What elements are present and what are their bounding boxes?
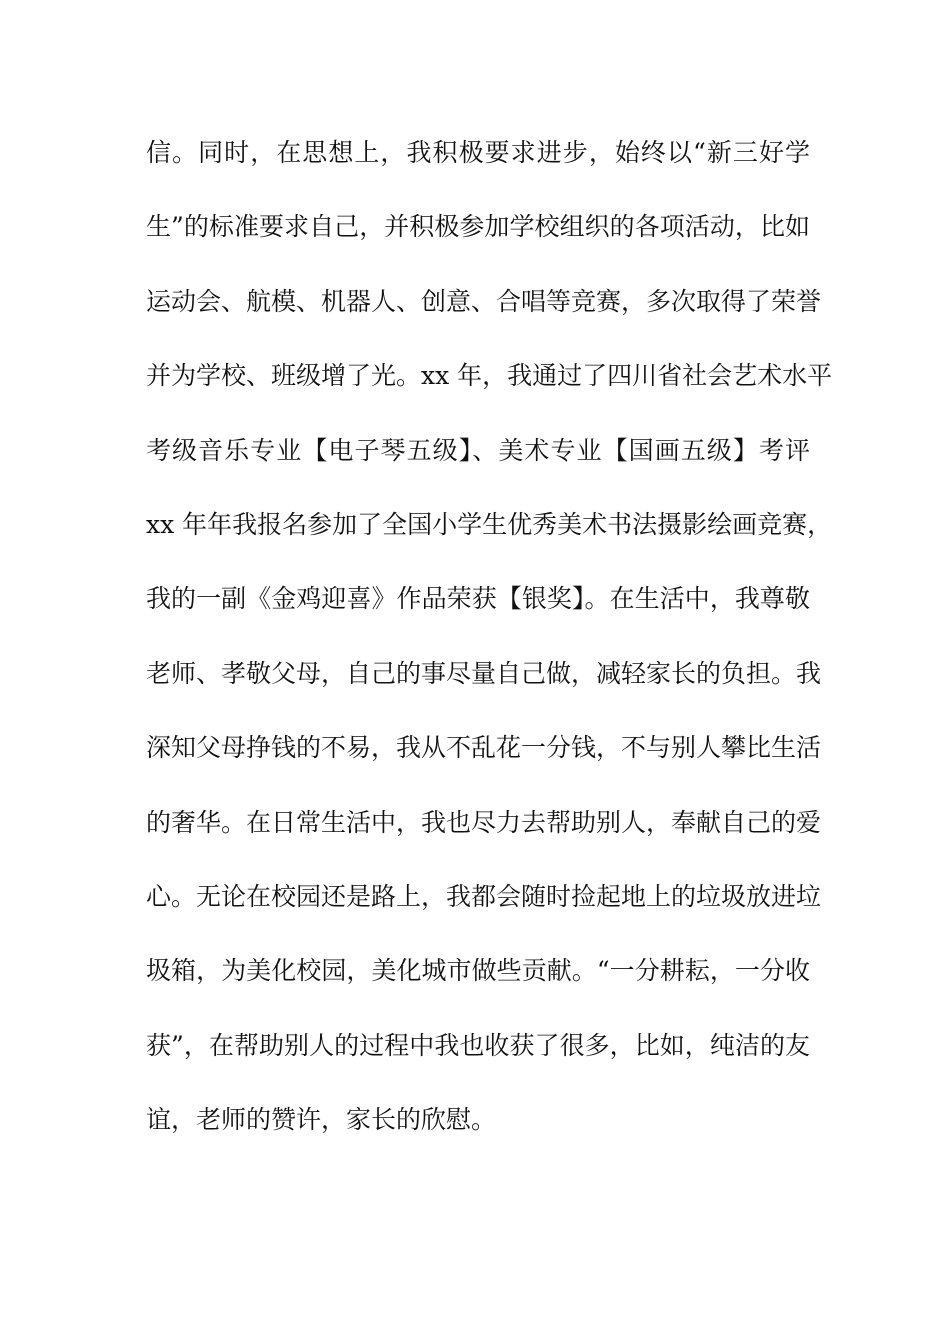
text-line: 圾箱，为美化校园，美化城市做些贡献。“一分耕耘，一分收 bbox=[146, 956, 810, 986]
text-line: 运动会、航模、机器人、创意、合唱等竞赛，多次取得了荣誉 bbox=[146, 286, 822, 316]
text-line: xx 年年我报名参加了全国小学生优秀美术书法摄影绘画竞赛， bbox=[146, 509, 833, 539]
text-line: 心。无论在校园还是路上，我都会随时捡起地上的垃圾放进垃 bbox=[146, 881, 822, 911]
text-line: 我的一副《金鸡迎喜》作品荣获【银奖】。在生活中，我尊敬 bbox=[146, 584, 810, 614]
text-line: 老师、孝敬父母，自己的事尽量自己做，减轻家长的负担。我 bbox=[146, 658, 822, 688]
text-line: 的奢华。在日常生活中，我也尽力去帮助别人，奉献自己的爱 bbox=[146, 807, 822, 837]
body-paragraph bbox=[146, 131, 833, 1172]
text-line: 考级音乐专业【电子琴五级】、美术专业【国画五级】考评 bbox=[146, 435, 810, 465]
text-line: 信。同时，在思想上，我积极要求进步，始终以“新三好学 bbox=[146, 138, 810, 167]
text-line: 深知父母挣钱的不易，我从不乱花一分钱，不与别人攀比生活 bbox=[146, 733, 822, 763]
text-line: 生”的标准要求自己，并积极参加学校组织的各项活动，比如 bbox=[146, 212, 810, 242]
text-line-last: 谊，老师的赞许，家长的欣慰。 bbox=[146, 1105, 497, 1135]
text-line: 并为学校、班级增了光。xx 年，我通过了四川省社会艺术水平 bbox=[146, 361, 833, 391]
text-line: 获”，在帮助别人的过程中我也收获了很多，比如，纯洁的友 bbox=[146, 1030, 810, 1060]
